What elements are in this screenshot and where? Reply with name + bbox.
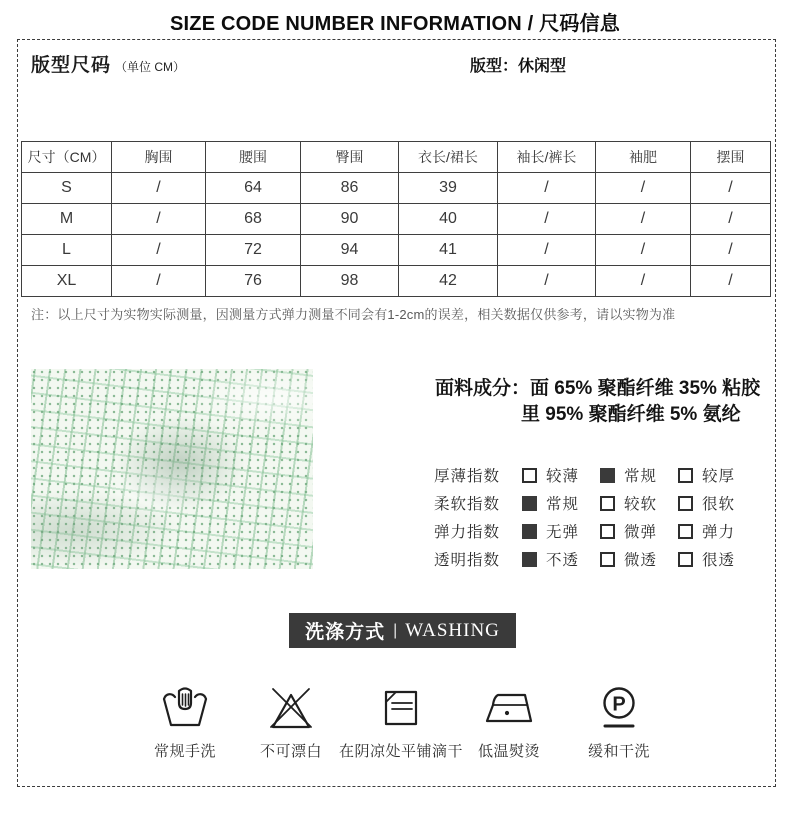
value-cell: / [691, 266, 771, 297]
panel-heading [31, 50, 185, 77]
index-option [678, 520, 735, 542]
value-cell: 42 [399, 266, 498, 297]
checkbox-icon [600, 552, 615, 567]
value-cell: / [691, 173, 771, 204]
checkbox-icon [678, 524, 693, 539]
index-option [522, 520, 579, 542]
value-cell: / [112, 204, 206, 235]
value-cell: / [498, 266, 596, 297]
wash-item-label: 低温熨烫 [477, 743, 540, 760]
col-header: 袖肥 [596, 142, 691, 173]
softness-index-row [434, 489, 735, 517]
size-table [21, 141, 771, 297]
col-header: 衣长/裙长 [399, 142, 498, 173]
washing-title-cn: 洗涤方式 [305, 622, 386, 643]
col-header: 腰围 [206, 142, 301, 173]
fabric-index-list [434, 461, 735, 573]
option-label: 微弹 [624, 524, 658, 541]
thickness-index-row [434, 461, 735, 489]
col-header: 摆围 [691, 142, 771, 173]
composition-line-2 [435, 402, 760, 428]
fabric-swatch-image [31, 369, 313, 569]
size-info-panel [17, 39, 776, 787]
value-cell: / [691, 235, 771, 266]
option-label: 无弹 [546, 524, 580, 541]
value-cell: / [498, 235, 596, 266]
col-header: 袖长/裤长 [498, 142, 596, 173]
value-cell: 98 [301, 266, 399, 297]
value-cell: 76 [206, 266, 301, 297]
table-row-xl [22, 266, 771, 297]
index-option [522, 548, 579, 570]
composition-line-1 [435, 376, 760, 402]
composition-prefix: 面料成分： [435, 378, 531, 399]
value-cell: 72 [206, 235, 301, 266]
washing-section-header [289, 613, 516, 648]
no-bleach-icon [267, 685, 315, 731]
value-cell: 40 [399, 204, 498, 235]
option-label: 弹力 [702, 524, 736, 541]
washing-title-divider: | [393, 621, 398, 639]
wash-item-label: 不可漂白 [259, 743, 322, 760]
value-cell: / [112, 173, 206, 204]
checkbox-icon [600, 468, 615, 483]
composition-outer: 面 65% 聚酯纤维 35% 粘胶 [530, 378, 761, 399]
value-cell: / [112, 235, 206, 266]
index-label: 厚薄指数 [434, 468, 501, 485]
option-label: 很软 [702, 496, 736, 513]
wash-item-dry-clean [549, 685, 689, 761]
table-row-l [22, 235, 771, 266]
dry-flat-in-shade-icon [379, 685, 423, 731]
wash-item-label: 缓和干洗 [587, 743, 650, 760]
value-cell: 68 [206, 204, 301, 235]
transparency-index-row [434, 545, 735, 573]
size-cell: XL [22, 266, 112, 297]
checkbox-icon [600, 496, 615, 511]
index-option [522, 464, 579, 486]
value-cell: 41 [399, 235, 498, 266]
fit-type-label: 版型：休闲型 [470, 58, 567, 75]
index-option [678, 464, 735, 486]
value-cell: / [691, 204, 771, 235]
hand-wash-icon [160, 685, 210, 731]
value-cell: / [596, 173, 691, 204]
value-cell: / [498, 173, 596, 204]
washing-title-en: WASHING [405, 619, 500, 641]
value-cell: 86 [301, 173, 399, 204]
elasticity-index-row [434, 517, 735, 545]
option-label: 较薄 [546, 468, 580, 485]
index-option [600, 548, 657, 570]
value-cell: / [596, 204, 691, 235]
size-table-header-row [22, 142, 771, 173]
size-cell: L [22, 235, 112, 266]
checkbox-icon [522, 524, 537, 539]
gentle-dry-clean-icon [595, 685, 643, 731]
value-cell: 64 [206, 173, 301, 204]
value-cell: / [112, 266, 206, 297]
size-cell: M [22, 204, 112, 235]
wash-item-label: 在阴凉处平铺滴干 [338, 743, 463, 760]
option-label: 很透 [702, 552, 736, 569]
size-chart-unit: （单位 CM） [115, 60, 186, 74]
checkbox-icon [600, 524, 615, 539]
option-label: 微透 [624, 552, 658, 569]
table-row-m [22, 204, 771, 235]
checkbox-icon [522, 552, 537, 567]
value-cell: / [596, 266, 691, 297]
col-header: 尺寸（CM） [22, 142, 112, 173]
checkbox-icon [522, 468, 537, 483]
value-cell: / [596, 235, 691, 266]
option-label: 不透 [546, 552, 580, 569]
fabric-composition [435, 376, 760, 428]
wash-item-label: 常规手洗 [153, 743, 216, 760]
size-cell: S [22, 173, 112, 204]
index-label: 透明指数 [434, 552, 501, 569]
index-label: 弹力指数 [434, 524, 501, 541]
index-option [600, 492, 657, 514]
size-chart-heading: 版型尺码 [31, 55, 112, 76]
checkbox-icon [522, 496, 537, 511]
low-temp-iron-icon [483, 685, 535, 731]
index-option [678, 548, 735, 570]
checkbox-icon [678, 496, 693, 511]
composition-lining: 里 95% 聚酯纤维 5% 氨纶 [521, 404, 741, 425]
index-label: 柔软指数 [434, 496, 501, 513]
table-row-s [22, 173, 771, 204]
checkbox-icon [678, 552, 693, 567]
index-option [600, 464, 657, 486]
index-option [678, 492, 735, 514]
option-label: 常规 [546, 496, 580, 513]
index-option [600, 520, 657, 542]
option-label: 较软 [624, 496, 658, 513]
svg-text:P: P [612, 693, 626, 716]
page-title: SIZE CODE NUMBER INFORMATION / 尺码信息 [170, 13, 620, 35]
option-label: 较厚 [702, 468, 736, 485]
checkbox-icon [678, 468, 693, 483]
value-cell: / [498, 204, 596, 235]
col-header: 臀围 [301, 142, 399, 173]
measurement-note: 注：以上尺寸为实物实际测量，因测量方式弹力测量不同会有1-2cm的误差，相关数据仅供参考，请以实物为准 [31, 307, 676, 322]
index-option [522, 492, 579, 514]
value-cell: 39 [399, 173, 498, 204]
option-label: 常规 [624, 468, 658, 485]
col-header: 胸围 [112, 142, 206, 173]
value-cell: 90 [301, 204, 399, 235]
value-cell: 94 [301, 235, 399, 266]
